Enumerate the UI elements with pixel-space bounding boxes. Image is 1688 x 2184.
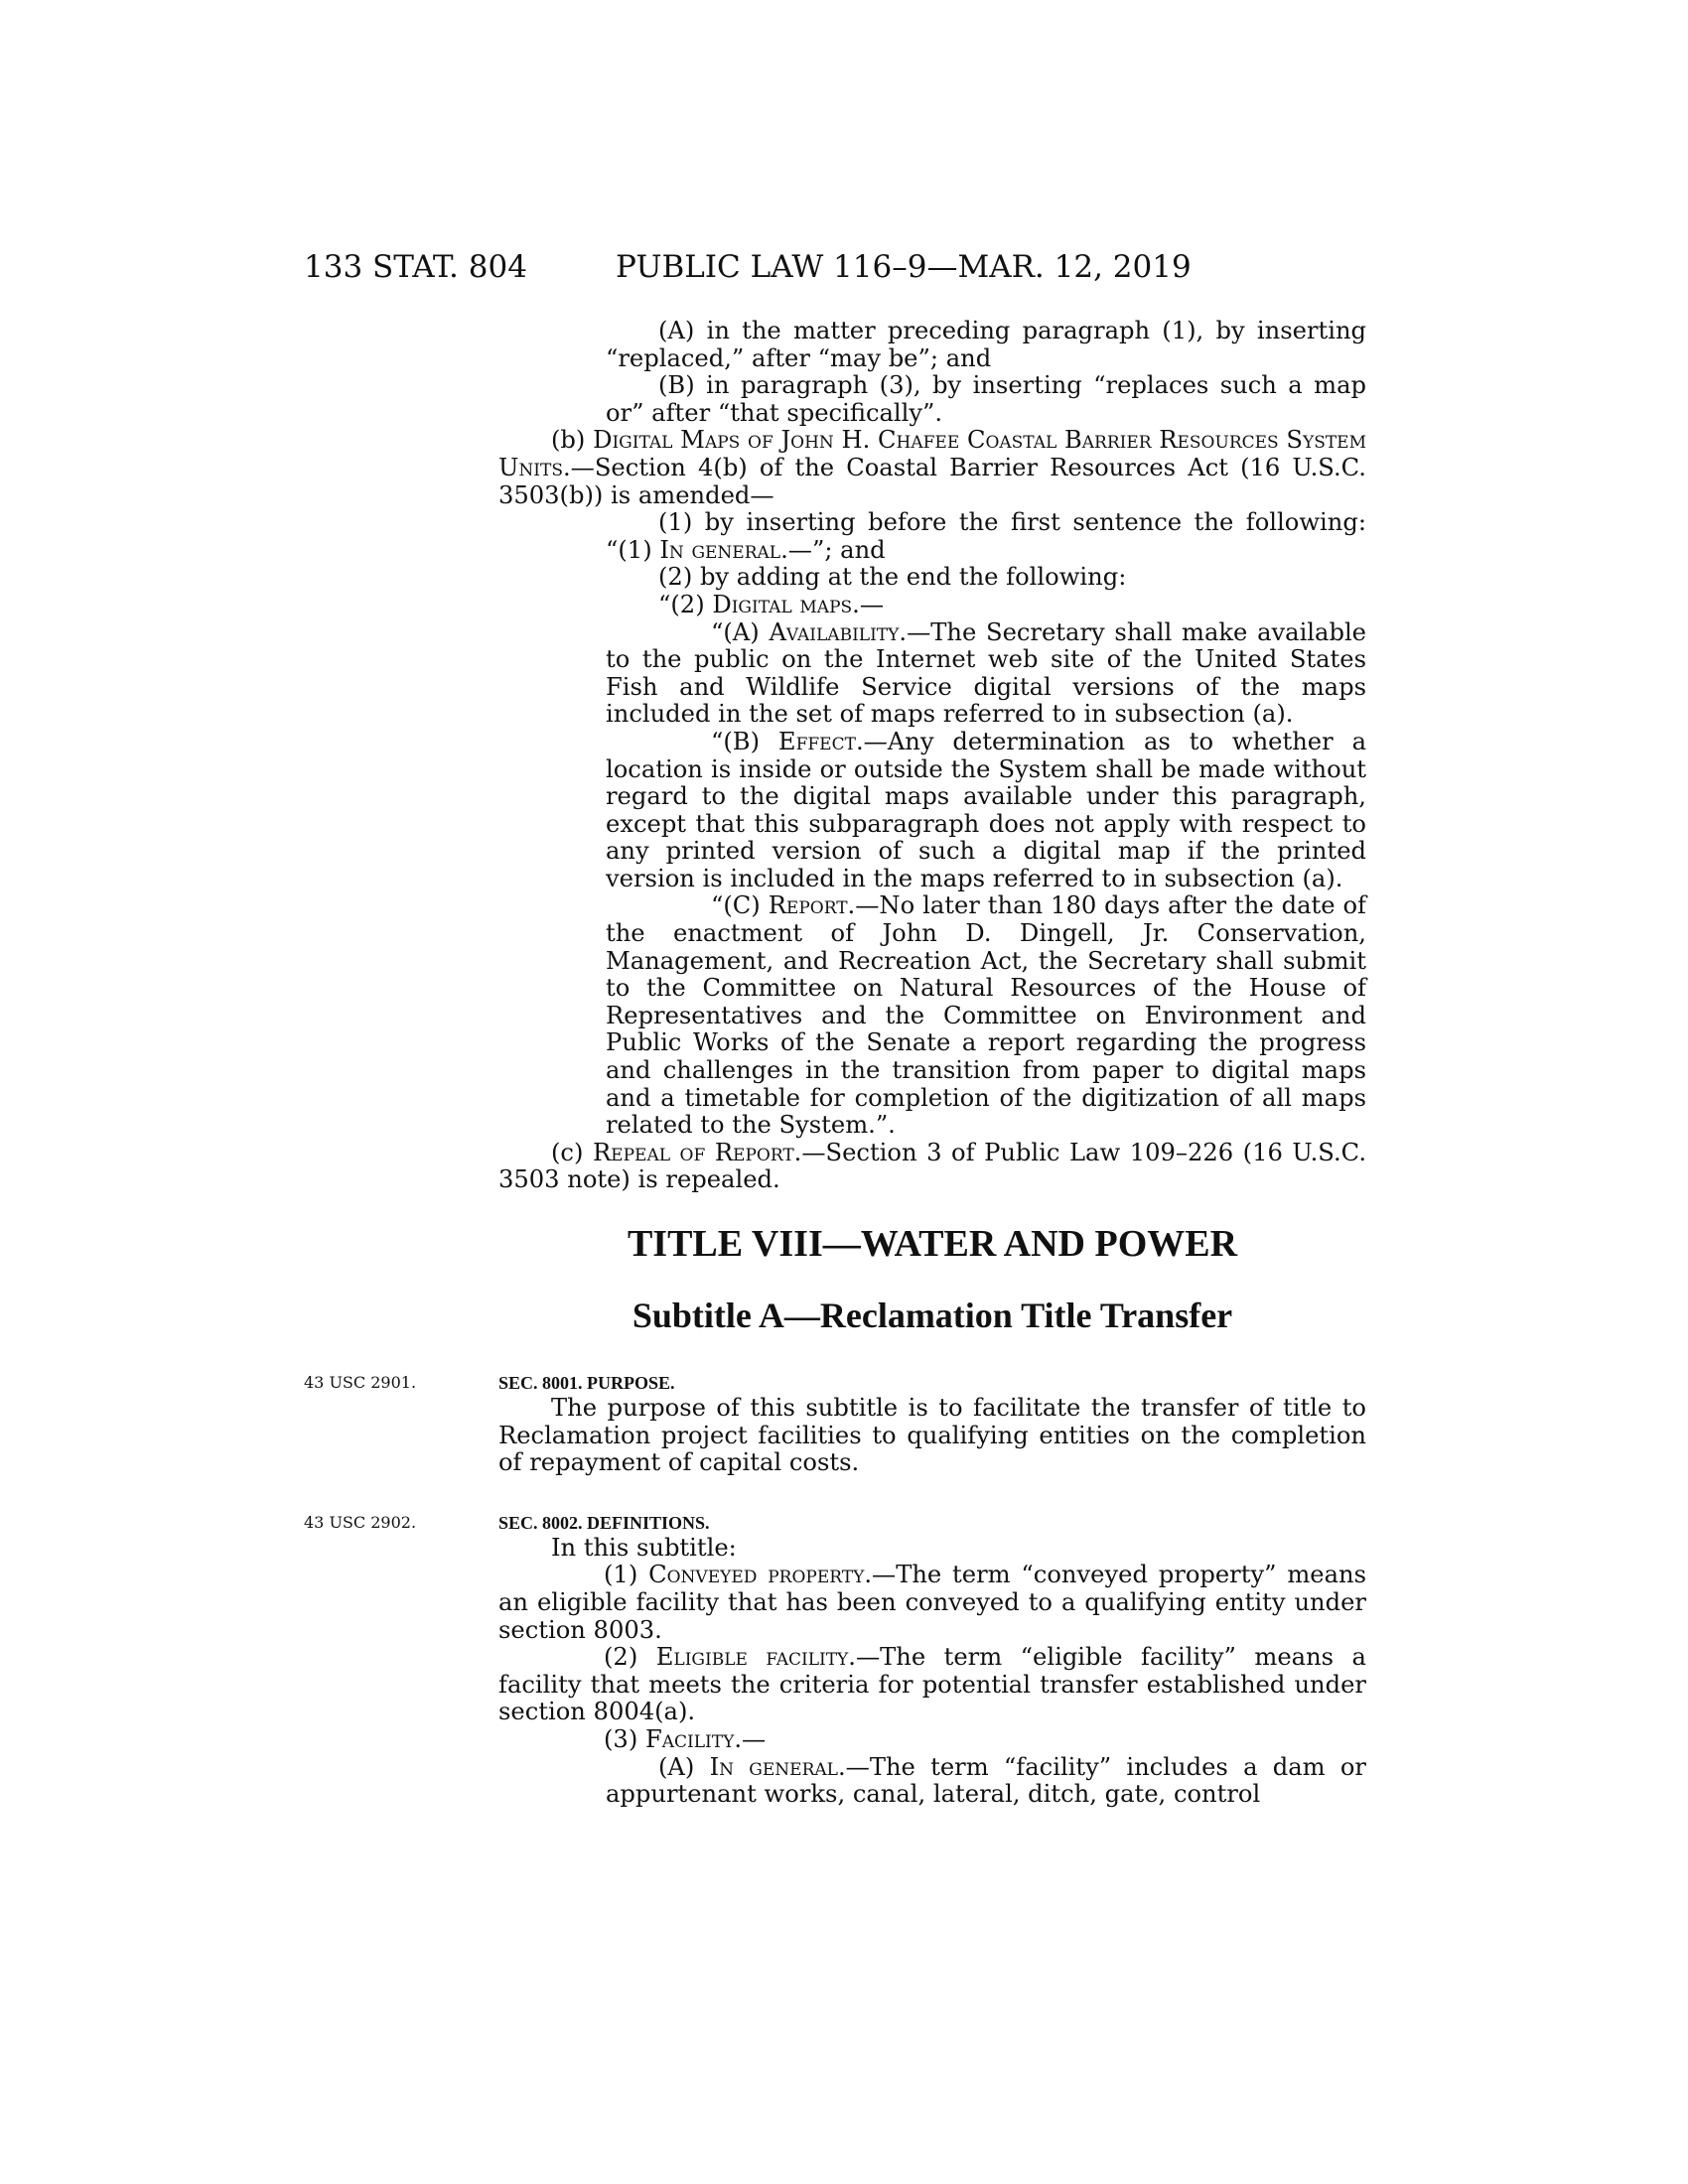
definition-2 — [498, 1644, 1366, 1726]
section-8002-heading: SEC. 8002. DEFINITIONS. — [498, 1512, 710, 1533]
subsection-b-text: —Section 4(b) of the Coastal Barrier Resources Act (16 U.S.C. 3503(b)) is amended— — [498, 453, 1366, 509]
subparagraph-B-pre: “(B) — [711, 727, 778, 755]
definition-2-text: .—The term “eligible facility” means a facility that meets the criteria for potential transfer established under section 8004(a). — [498, 1643, 1366, 1726]
margin-note-8002: 43 USC 2902. — [304, 1512, 417, 1532]
subparagraph-C-text: .—No later than 180 days after the date of the enactment of John D. Dingell, Jr. Conservation, Management, and Recreation Act, the Secretary shall submit to the Committee on Natural Resources of the House of Representatives and the Committee on Environment and Public Works of the Senate a report regarding the progress and challenges in the transition from paper to digital maps and a timetable for completion of the digitization of all maps related to the System.”. — [606, 891, 1366, 1140]
subparagraph-C-pre: “(C) — [711, 891, 769, 920]
margin-note-8001: 43 USC 2901. — [304, 1373, 417, 1392]
subparagraph-A — [498, 619, 1366, 729]
paragraph-b-1-post: .—”; and — [780, 535, 886, 564]
public-law-header: PUBLIC LAW 116–9—MAR. 12, 2019 — [616, 249, 1192, 285]
definition-1-term: Conveyed property — [648, 1561, 865, 1589]
subsection-b-heading: Digital Maps of John H. Chafee Coastal Barrier Resources System Units. — [498, 426, 1366, 481]
subsection-b-label: (b) — [551, 426, 594, 455]
digital-maps-heading — [498, 592, 1366, 619]
paragraph-b-1-heading: In general — [659, 535, 781, 564]
subparagraph-B — [498, 729, 1366, 893]
subsection-b — [498, 427, 1366, 509]
paragraph-b-1 — [498, 509, 1366, 564]
paragraph-a-A: (A) in the matter preceding paragraph (1), by inserting “replaced,” after “may be”; and — [606, 317, 1366, 372]
definition-3-term: Facility — [644, 1724, 735, 1753]
definition-3-A — [498, 1754, 1366, 1809]
subparagraph-C — [498, 892, 1366, 1139]
definition-3-pre: (3) — [604, 1724, 645, 1753]
definition-3-A-pre: (A) — [658, 1752, 710, 1781]
subsection-c — [498, 1140, 1366, 1194]
subparagraph-A-pre: “(A) — [711, 617, 770, 646]
title-heading: TITLE VIII—WATER AND POWER — [627, 1223, 1238, 1265]
subtitle-heading: Subtitle A—Reclamation Title Transfer — [632, 1296, 1233, 1335]
subsection-c-heading: Repeal of Report — [592, 1138, 794, 1166]
section-8001 — [304, 1371, 1366, 1477]
section-8001-text: The purpose of this subtitle is to facilitate the transfer of title to Reclamation project facilities to qualifying entities on the completion of repayment of capital costs. — [498, 1394, 1366, 1477]
definition-3-A-term: In general — [709, 1752, 838, 1781]
digital-maps-post: .— — [852, 590, 885, 618]
paragraph-b-2: (2) by adding at the end the following: — [658, 563, 1127, 592]
definition-1-text: .—The term “conveyed property” means an eligible facility that has been conveyed to a qualifying entity under section 8003. — [498, 1561, 1366, 1644]
definition-1-pre: (1) — [604, 1561, 649, 1589]
subparagraph-A-text: .—The Secretary shall make available to the public on the Internet web site of the United States Fish and Wildlife Service digital versions of the maps included in the set of maps referred to in subsection (a). — [606, 617, 1366, 729]
document-body — [304, 317, 1367, 1809]
subsection-c-label: (c) — [551, 1138, 593, 1166]
subparagraph-C-heading: Report — [768, 891, 848, 920]
digital-maps-pre: “(2) — [658, 590, 713, 618]
digital-maps-label: Digital maps — [712, 590, 853, 618]
definition-3-post: .— — [734, 1724, 767, 1753]
subsection-c-text: .—Section 3 of Public Law 109–226 (16 U.S.C. 3503 note) is repealed. — [498, 1138, 1367, 1194]
section-8002-intro: In this subtitle: — [551, 1533, 737, 1562]
subparagraph-B-heading: Effect — [777, 727, 856, 755]
stat-reference: 133 STAT. 804 — [304, 249, 527, 285]
subparagraph-A-heading: Availability — [769, 617, 900, 646]
section-8001-heading: SEC. 8001. PURPOSE. — [498, 1373, 675, 1393]
paragraph-b-1-pre: (1) by inserting before the first sentence the following: “(1) — [606, 508, 1366, 564]
definition-1 — [498, 1562, 1366, 1644]
subparagraph-B-text: .—Any determination as to whether a location is inside or outside the System shall be made without regard to the digital maps available under this paragraph, except that this subparagraph does not apply with respect to any printed version of such a digital map if the printed version is included in the maps referred to in subsection (a). — [606, 727, 1366, 892]
definition-3-A-text: .—The term “facility” includes a dam or appurtenant works, canal, lateral, ditch, gate, control — [606, 1752, 1366, 1809]
section-8002 — [304, 1511, 1366, 1809]
definition-2-term: Eligible facility — [655, 1643, 849, 1672]
paragraph-a-B: (B) in paragraph (3), by inserting “replaces such a map or” after “that specifically”. — [606, 371, 1366, 427]
definition-2-pre: (2) — [604, 1643, 656, 1672]
definition-3 — [498, 1726, 1366, 1754]
